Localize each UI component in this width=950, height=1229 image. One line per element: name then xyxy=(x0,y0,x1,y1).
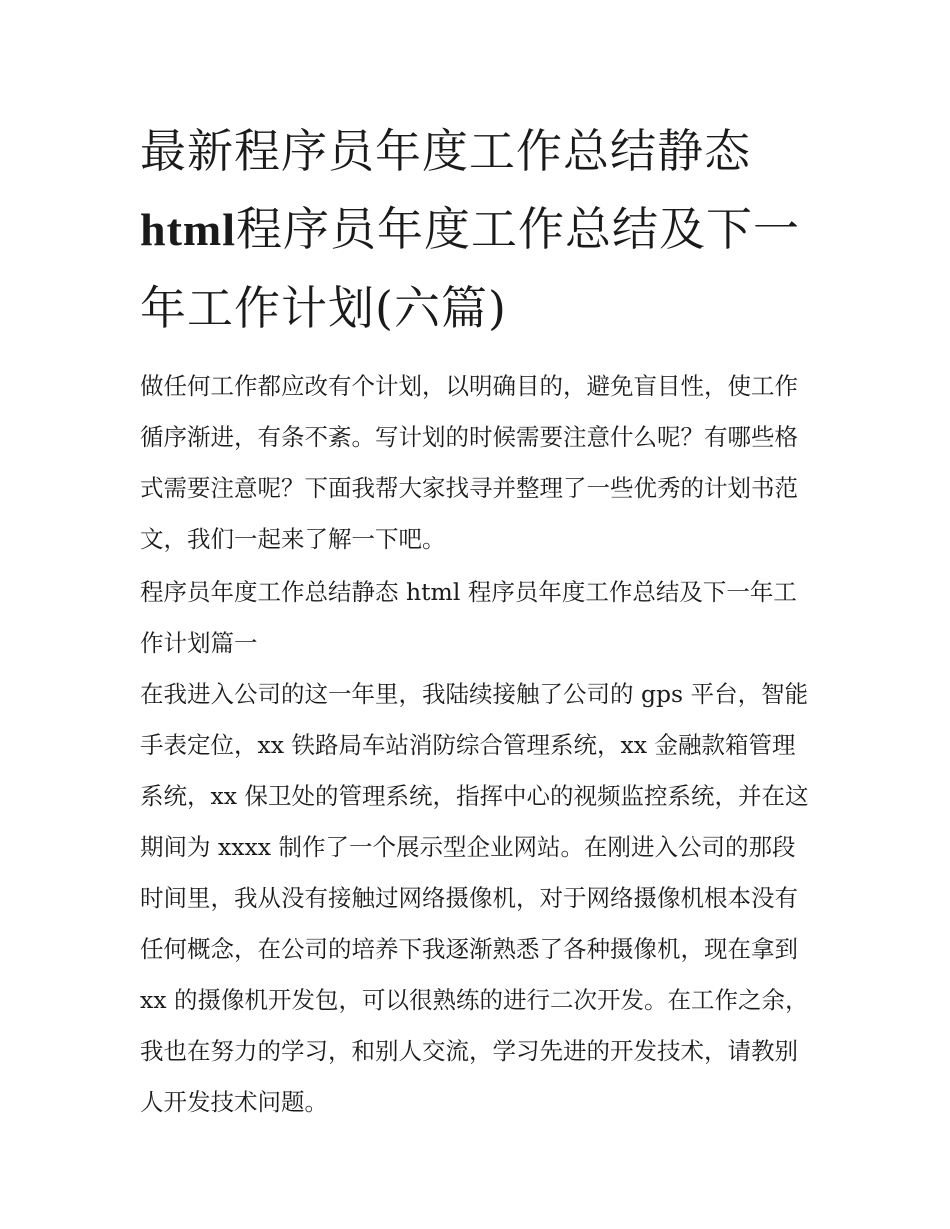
title-latin-text: html xyxy=(140,204,236,255)
intro-paragraph: 做任何工作都应改有个计划，以明确目的，避免盲目性，使工作循序渐进，有条不紊。写计划的时候需要注意什么呢？有哪些格式需要注意呢？下面我帮大家找寻并整理了一些优秀的计划书范文，我们一起来了解一下吧。 xyxy=(140,372,798,553)
section-heading: 程序员年度工作总结静态 html 程序员年度工作总结及下一年工作计划篇一 xyxy=(140,578,797,657)
document-page xyxy=(140,112,812,1128)
title-text-part1: 最新程序员年度工作总结静态 xyxy=(140,124,751,178)
body-paragraph: 在我进入公司的这一年里，我陆续接触了公司的 gps 平台，智能手表定位，xx 铁路局车站消防综合管理系统，xx 金融款箱管理系统，xx 保卫处的管理系统，指挥中心的视频监控系统，并在这期间为 xxxx 制作了一个展示型企业网站。在刚进入公司的那段时间里，我从没有接触过网络摄像机，对于网络摄像机根本没有任何概念，在公司的培养下我逐渐熟悉了各种摄像机，现在拿到 xx 的摄像机开发包，可以很熟练的进行二次开发。在工作之余，我也在努力的学习，和别人交流，学习先进的开发技术，请教别人开发技术问题。 xyxy=(140,680,809,1116)
document-title xyxy=(140,112,812,347)
title-text-part2: 程序员年度工作总结及下一年工作计划(六篇) xyxy=(140,202,800,335)
